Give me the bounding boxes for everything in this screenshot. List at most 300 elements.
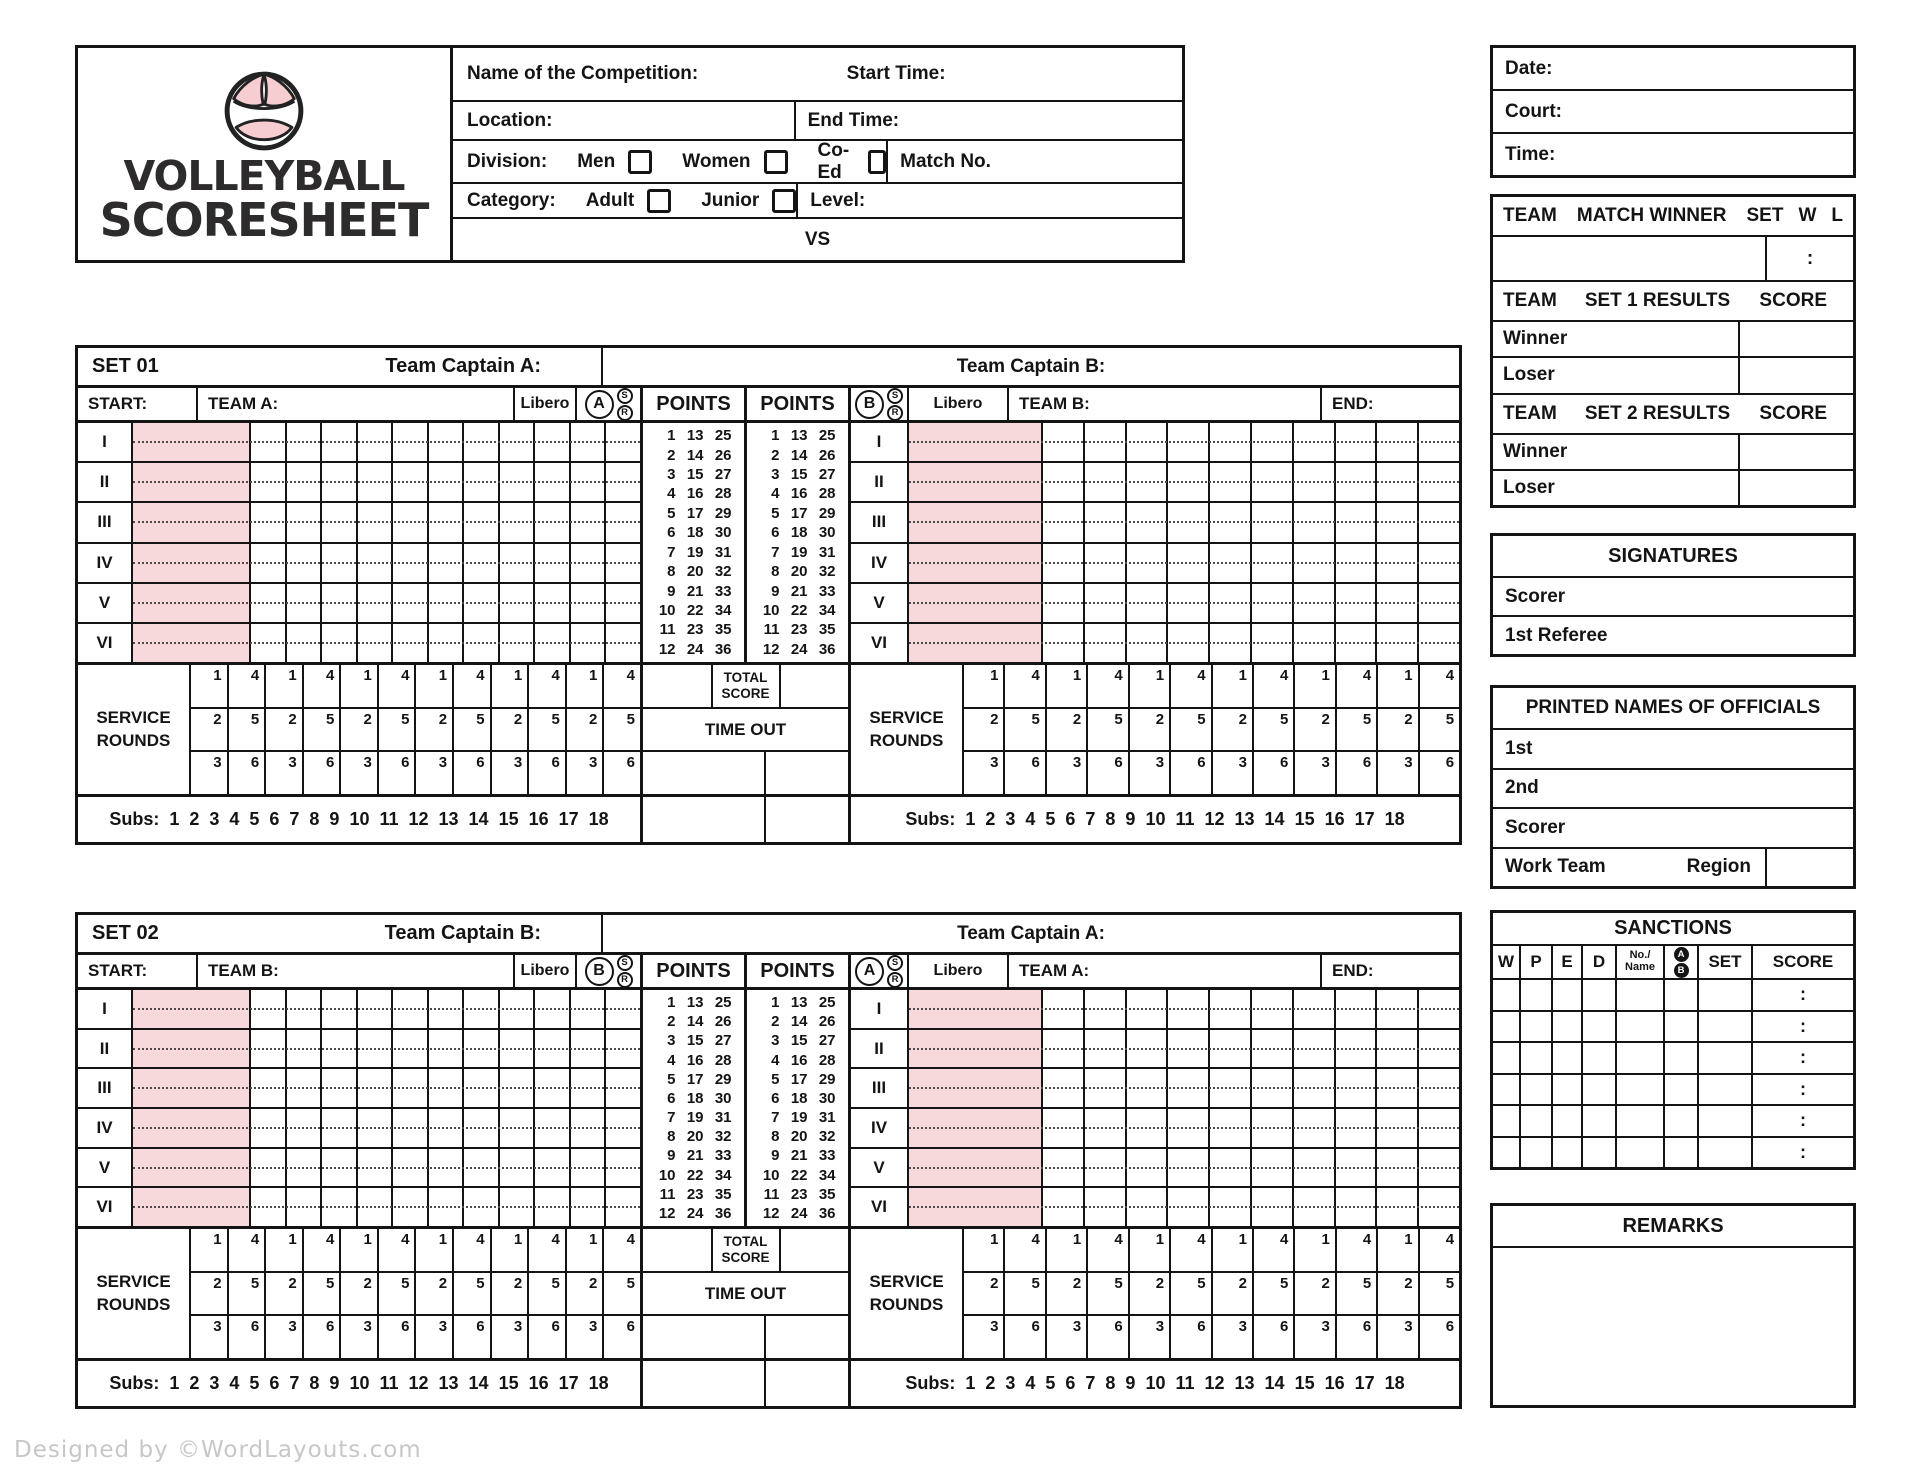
score-grid-cell[interactable] bbox=[1419, 423, 1459, 461]
score-grid-cell[interactable] bbox=[287, 1149, 323, 1187]
score-grid-cell[interactable] bbox=[535, 1069, 571, 1107]
score-grid-cell[interactable] bbox=[1127, 1069, 1169, 1107]
service-round-cell[interactable]: 2 bbox=[1295, 1273, 1336, 1315]
score-grid-cell[interactable] bbox=[393, 1069, 429, 1107]
score-grid-cell[interactable] bbox=[1336, 1149, 1378, 1187]
service-round-cell[interactable]: 5 bbox=[1005, 709, 1046, 751]
sanctions-cell[interactable] bbox=[1553, 1012, 1583, 1042]
vs-row[interactable] bbox=[453, 219, 1182, 260]
service-round-cell[interactable]: 1 bbox=[341, 665, 379, 707]
score-grid-cell[interactable] bbox=[1377, 624, 1419, 662]
service-round-cell[interactable]: 6 bbox=[626, 754, 635, 772]
service-round-cell[interactable]: 6 bbox=[1337, 1316, 1378, 1358]
service-round-cell[interactable]: 4 bbox=[379, 665, 417, 707]
service-round-cell[interactable]: 6 bbox=[1254, 752, 1295, 794]
service-round-cell[interactable]: 3 bbox=[567, 752, 605, 794]
service-round-cell[interactable]: 3 bbox=[1047, 752, 1088, 794]
service-round-cell[interactable]: 5 bbox=[304, 1273, 342, 1315]
sanctions-cell[interactable] bbox=[1521, 1043, 1553, 1073]
team-name-field[interactable]: TEAM A: bbox=[1009, 955, 1322, 987]
service-round-cell[interactable]: 5 bbox=[626, 710, 635, 728]
score-grid-cell[interactable] bbox=[251, 544, 287, 582]
player-name-cell[interactable] bbox=[909, 544, 1043, 582]
score-grid-cell[interactable] bbox=[1252, 990, 1294, 1028]
score-grid-cell[interactable] bbox=[358, 503, 394, 541]
score-grid-cell[interactable] bbox=[429, 423, 465, 461]
service-round-cell[interactable]: 5 bbox=[1337, 709, 1378, 751]
score-grid-cell[interactable] bbox=[1336, 584, 1378, 622]
score-grid-cell[interactable] bbox=[500, 1188, 536, 1226]
score-grid-cell[interactable] bbox=[1043, 990, 1085, 1028]
score-grid-cell[interactable] bbox=[1127, 584, 1169, 622]
player-name-cell[interactable] bbox=[909, 1188, 1043, 1226]
score-grid-cell[interactable] bbox=[464, 624, 500, 662]
player-name-cell[interactable] bbox=[909, 1149, 1043, 1187]
player-name-cell[interactable] bbox=[909, 1069, 1043, 1107]
score-grid-cell[interactable] bbox=[1252, 1030, 1294, 1068]
service-round-cell[interactable]: 5 bbox=[1337, 1273, 1378, 1315]
set1-loser-score-cell[interactable] bbox=[1738, 358, 1853, 392]
score-grid-cell[interactable] bbox=[1085, 423, 1127, 461]
service-round-cell[interactable]: 3 bbox=[191, 752, 229, 794]
score-grid-cell[interactable] bbox=[322, 544, 358, 582]
score-grid-cell[interactable] bbox=[500, 990, 536, 1028]
score-grid-cell[interactable] bbox=[500, 1149, 536, 1187]
score-grid-cell[interactable] bbox=[464, 544, 500, 582]
score-grid-cell[interactable] bbox=[1127, 423, 1169, 461]
player-name-cell[interactable] bbox=[133, 1188, 251, 1226]
score-grid-cell[interactable] bbox=[571, 990, 607, 1028]
score-grid-cell[interactable] bbox=[464, 1109, 500, 1147]
score-grid-cell[interactable] bbox=[1377, 423, 1419, 461]
score-grid-cell[interactable] bbox=[393, 1109, 429, 1147]
sanctions-cell[interactable]: : bbox=[1800, 1078, 1806, 1099]
score-grid-cell[interactable] bbox=[1210, 990, 1252, 1028]
score-grid-cell[interactable] bbox=[1168, 1030, 1210, 1068]
score-grid-cell[interactable] bbox=[358, 463, 394, 501]
match-score-cell[interactable] bbox=[1765, 237, 1853, 280]
service-round-cell[interactable]: 4 bbox=[454, 665, 492, 707]
score-grid-cell[interactable] bbox=[1419, 1149, 1459, 1187]
service-round-cell[interactable]: 1 bbox=[341, 1229, 379, 1271]
match-no-field[interactable] bbox=[888, 141, 1182, 182]
service-round-cell[interactable]: 5 bbox=[1005, 1273, 1046, 1315]
service-round-cell[interactable]: 6 bbox=[1005, 752, 1046, 794]
service-round-cell[interactable]: 2 bbox=[191, 1273, 229, 1315]
score-grid-cell[interactable] bbox=[1252, 463, 1294, 501]
service-round-cell[interactable]: 2 bbox=[1378, 709, 1419, 751]
score-grid-cell[interactable] bbox=[1043, 503, 1085, 541]
score-grid-cell[interactable] bbox=[1085, 990, 1127, 1028]
service-round-cell[interactable]: 1 bbox=[266, 1229, 304, 1271]
score-grid-cell[interactable] bbox=[1294, 503, 1336, 541]
score-grid-cell[interactable] bbox=[322, 1069, 358, 1107]
score-grid-cell[interactable] bbox=[393, 624, 429, 662]
service-round-cell[interactable]: 5 bbox=[529, 709, 567, 751]
score-grid-cell[interactable] bbox=[535, 1109, 571, 1147]
end-time-field[interactable] bbox=[796, 102, 1182, 139]
score-grid-cell[interactable] bbox=[358, 1149, 394, 1187]
end-label[interactable]: END: bbox=[1332, 394, 1374, 413]
service-round-cell[interactable]: 1 bbox=[964, 1229, 1005, 1271]
service-round-cell[interactable]: 4 bbox=[626, 1231, 635, 1248]
sanctions-cell[interactable] bbox=[1493, 1012, 1521, 1042]
score-grid-cell[interactable] bbox=[251, 463, 287, 501]
score-grid-cell[interactable] bbox=[251, 1149, 287, 1187]
service-round-cell[interactable]: 2 bbox=[1130, 709, 1171, 751]
score-grid-cell[interactable] bbox=[464, 1149, 500, 1187]
score-grid-cell[interactable] bbox=[535, 990, 571, 1028]
score-grid-cell[interactable] bbox=[1252, 423, 1294, 461]
service-round-cell[interactable]: 3 bbox=[567, 1316, 605, 1358]
score-grid-cell[interactable] bbox=[1294, 1149, 1336, 1187]
player-name-cell[interactable] bbox=[133, 1030, 251, 1068]
team-captain-field[interactable]: Team Captain B: bbox=[956, 355, 1106, 377]
score-grid-cell[interactable] bbox=[571, 544, 607, 582]
score-grid-cell[interactable] bbox=[251, 584, 287, 622]
blank-cell[interactable] bbox=[781, 1229, 849, 1271]
score-grid-cell[interactable] bbox=[571, 624, 607, 662]
score-grid-cell[interactable] bbox=[1043, 463, 1085, 501]
score-grid-cell[interactable] bbox=[1252, 503, 1294, 541]
service-round-cell[interactable]: 5 bbox=[229, 709, 267, 751]
service-round-cell[interactable]: 6 bbox=[1337, 752, 1378, 794]
score-grid-cell[interactable] bbox=[1377, 1109, 1419, 1147]
score-grid-cell[interactable] bbox=[571, 1030, 607, 1068]
score-grid-cell[interactable] bbox=[535, 1188, 571, 1226]
score-grid-cell[interactable] bbox=[1336, 503, 1378, 541]
service-round-cell[interactable]: 6 bbox=[1445, 754, 1455, 772]
service-round-cell[interactable]: 5 bbox=[229, 1273, 267, 1315]
score-grid-cell[interactable] bbox=[429, 1069, 465, 1107]
service-round-cell[interactable]: 5 bbox=[1088, 709, 1129, 751]
substitutions-row[interactable]: Subs: 1 2 3 4 5 6 7 8 9 10 11 12 13 14 15 16 17 18 bbox=[78, 1358, 640, 1406]
score-grid-cell[interactable] bbox=[1336, 990, 1378, 1028]
blank-cell[interactable] bbox=[643, 1229, 711, 1271]
first-official-field[interactable] bbox=[1493, 730, 1853, 770]
score-grid-cell[interactable] bbox=[1294, 1069, 1336, 1107]
score-grid-cell[interactable] bbox=[1085, 503, 1127, 541]
score-grid-cell[interactable] bbox=[1336, 1109, 1378, 1147]
score-grid-cell[interactable] bbox=[606, 584, 640, 622]
score-grid-cell[interactable] bbox=[1168, 1149, 1210, 1187]
score-grid-cell[interactable] bbox=[322, 463, 358, 501]
score-grid-cell[interactable] bbox=[606, 1069, 640, 1107]
score-grid-cell[interactable] bbox=[1377, 990, 1419, 1028]
service-round-cell[interactable]: 1 bbox=[1213, 665, 1254, 707]
service-round-cell[interactable]: 4 bbox=[626, 667, 635, 684]
score-grid-cell[interactable] bbox=[500, 1030, 536, 1068]
score-grid-cell[interactable] bbox=[1085, 544, 1127, 582]
score-grid-cell[interactable] bbox=[1419, 1188, 1459, 1226]
score-grid-cell[interactable] bbox=[1252, 1188, 1294, 1226]
sanctions-cell[interactable] bbox=[1617, 1043, 1665, 1073]
sanctions-cell[interactable] bbox=[1521, 980, 1553, 1010]
score-grid-cell[interactable] bbox=[287, 1109, 323, 1147]
score-grid-cell[interactable] bbox=[429, 990, 465, 1028]
scorer-official-field[interactable] bbox=[1493, 809, 1853, 849]
service-round-cell[interactable]: 4 bbox=[1005, 665, 1046, 707]
sanctions-cell[interactable] bbox=[1583, 1012, 1617, 1042]
score-grid-cell[interactable] bbox=[1419, 624, 1459, 662]
score-grid-cell[interactable] bbox=[1252, 1069, 1294, 1107]
service-round-cell[interactable]: 4 bbox=[1254, 1229, 1295, 1271]
service-round-cell[interactable]: 6 bbox=[1005, 1316, 1046, 1358]
score-grid-cell[interactable] bbox=[287, 544, 323, 582]
score-grid-cell[interactable] bbox=[606, 463, 640, 501]
score-grid-cell[interactable] bbox=[358, 423, 394, 461]
service-round-cell[interactable]: 1 bbox=[266, 665, 304, 707]
score-grid-cell[interactable] bbox=[464, 1030, 500, 1068]
score-grid-cell[interactable] bbox=[393, 1030, 429, 1068]
score-grid-cell[interactable] bbox=[1377, 463, 1419, 501]
player-name-cell[interactable] bbox=[133, 503, 251, 541]
service-round-cell[interactable]: 2 bbox=[416, 709, 454, 751]
score-grid-cell[interactable] bbox=[500, 1109, 536, 1147]
score-grid-cell[interactable] bbox=[287, 584, 323, 622]
score-grid-cell[interactable] bbox=[322, 1109, 358, 1147]
service-round-cell[interactable]: 1 bbox=[416, 1229, 454, 1271]
service-round-cell[interactable]: 4 bbox=[1445, 667, 1455, 684]
score-grid-cell[interactable] bbox=[251, 624, 287, 662]
score-grid-cell[interactable] bbox=[500, 544, 536, 582]
score-grid-cell[interactable] bbox=[571, 584, 607, 622]
set2-winner-score-cell[interactable] bbox=[1738, 435, 1853, 469]
score-grid-cell[interactable] bbox=[1043, 1149, 1085, 1187]
end-label[interactable]: END: bbox=[1332, 961, 1374, 980]
service-round-cell[interactable]: 6 bbox=[1088, 752, 1129, 794]
score-grid-cell[interactable] bbox=[1210, 463, 1252, 501]
service-round-cell[interactable]: 4 bbox=[379, 1229, 417, 1271]
service-round-cell[interactable]: 3 bbox=[416, 1316, 454, 1358]
score-grid-cell[interactable] bbox=[393, 503, 429, 541]
service-round-cell[interactable]: 3 bbox=[1130, 1316, 1171, 1358]
sanctions-cell[interactable] bbox=[1699, 1012, 1753, 1042]
score-grid-cell[interactable] bbox=[1419, 544, 1459, 582]
service-round-cell[interactable]: 5 bbox=[1445, 710, 1455, 728]
score-grid-cell[interactable] bbox=[1419, 1109, 1459, 1147]
service-round-cell[interactable]: 2 bbox=[567, 709, 605, 751]
sanctions-cell[interactable] bbox=[1617, 980, 1665, 1010]
player-name-cell[interactable] bbox=[133, 544, 251, 582]
score-grid-cell[interactable] bbox=[1210, 544, 1252, 582]
score-grid-cell[interactable] bbox=[1419, 463, 1459, 501]
service-round-cell[interactable]: 2 bbox=[416, 1273, 454, 1315]
sanctions-cell[interactable] bbox=[1553, 980, 1583, 1010]
timeout-cell[interactable] bbox=[766, 1316, 848, 1358]
region-field[interactable] bbox=[1765, 849, 1853, 887]
score-grid-cell[interactable] bbox=[251, 990, 287, 1028]
sanctions-cell[interactable] bbox=[1553, 1138, 1583, 1168]
score-grid-cell[interactable] bbox=[571, 1109, 607, 1147]
score-grid-cell[interactable] bbox=[606, 1109, 640, 1147]
sanctions-cell[interactable] bbox=[1665, 1106, 1699, 1136]
score-grid-cell[interactable] bbox=[535, 503, 571, 541]
score-grid-cell[interactable] bbox=[393, 463, 429, 501]
score-grid-cell[interactable] bbox=[287, 503, 323, 541]
service-round-cell[interactable]: 2 bbox=[964, 1273, 1005, 1315]
service-round-cell[interactable]: 6 bbox=[1171, 1316, 1212, 1358]
service-round-cell[interactable]: 5 bbox=[1088, 1273, 1129, 1315]
service-round-cell[interactable]: 5 bbox=[454, 1273, 492, 1315]
score-grid-cell[interactable] bbox=[1127, 1149, 1169, 1187]
sanctions-cell[interactable] bbox=[1553, 1106, 1583, 1136]
score-grid-cell[interactable] bbox=[251, 503, 287, 541]
service-round-cell[interactable]: 6 bbox=[1254, 1316, 1295, 1358]
score-grid-cell[interactable] bbox=[322, 990, 358, 1028]
score-grid-cell[interactable] bbox=[1294, 584, 1336, 622]
sanctions-cell[interactable]: : bbox=[1800, 1110, 1806, 1131]
timeout-cell[interactable] bbox=[766, 1361, 848, 1406]
score-grid-cell[interactable] bbox=[1168, 423, 1210, 461]
score-grid-cell[interactable] bbox=[464, 463, 500, 501]
score-grid-cell[interactable] bbox=[1127, 1030, 1169, 1068]
score-grid-cell[interactable] bbox=[606, 423, 640, 461]
service-round-cell[interactable]: 6 bbox=[304, 752, 342, 794]
score-grid-cell[interactable] bbox=[1419, 503, 1459, 541]
score-grid-cell[interactable] bbox=[571, 1188, 607, 1226]
score-grid-cell[interactable] bbox=[535, 1030, 571, 1068]
timeout-cell[interactable] bbox=[643, 1316, 766, 1358]
remarks-field[interactable] bbox=[1493, 1248, 1853, 1405]
timeout-cell[interactable] bbox=[643, 797, 766, 842]
service-round-cell[interactable]: 4 bbox=[529, 1229, 567, 1271]
score-grid-cell[interactable] bbox=[464, 503, 500, 541]
sanctions-cell[interactable]: : bbox=[1800, 1015, 1806, 1036]
score-grid-cell[interactable] bbox=[1294, 990, 1336, 1028]
score-grid-cell[interactable] bbox=[1085, 584, 1127, 622]
score-grid-cell[interactable] bbox=[606, 1188, 640, 1226]
score-grid-cell[interactable] bbox=[1085, 1188, 1127, 1226]
sanctions-cell[interactable] bbox=[1617, 1138, 1665, 1168]
score-grid-cell[interactable] bbox=[1085, 1030, 1127, 1068]
division-men-checkbox[interactable] bbox=[628, 150, 652, 174]
start-label[interactable]: START: bbox=[78, 955, 198, 987]
service-round-cell[interactable]: 3 bbox=[1047, 1316, 1088, 1358]
service-round-cell[interactable]: 2 bbox=[1378, 1273, 1419, 1315]
score-grid-cell[interactable] bbox=[500, 624, 536, 662]
scorer-signature-field[interactable] bbox=[1493, 578, 1853, 617]
points-column[interactable] bbox=[643, 423, 747, 662]
score-grid-cell[interactable] bbox=[1336, 423, 1378, 461]
substitutions-row[interactable]: Subs: 1 2 3 4 5 6 7 8 9 10 11 12 13 14 15 16 17 18 bbox=[851, 794, 1459, 842]
service-round-cell[interactable]: 6 bbox=[529, 1316, 567, 1358]
service-round-cell[interactable]: 2 bbox=[1130, 1273, 1171, 1315]
division-coed-checkbox[interactable] bbox=[868, 150, 886, 174]
timeout-cell[interactable] bbox=[643, 752, 766, 794]
score-grid-cell[interactable] bbox=[1377, 584, 1419, 622]
player-name-cell[interactable] bbox=[909, 624, 1043, 662]
score-grid-cell[interactable] bbox=[322, 1030, 358, 1068]
service-round-cell[interactable]: 1 bbox=[567, 665, 605, 707]
service-round-cell[interactable]: 3 bbox=[1295, 752, 1336, 794]
score-grid-cell[interactable] bbox=[251, 1069, 287, 1107]
score-grid-cell[interactable] bbox=[571, 423, 607, 461]
start-label[interactable]: START: bbox=[78, 388, 198, 420]
service-round-cell[interactable]: 5 bbox=[1445, 1274, 1455, 1292]
score-grid-cell[interactable] bbox=[1336, 1030, 1378, 1068]
score-grid-cell[interactable] bbox=[1210, 624, 1252, 662]
service-round-cell[interactable]: 3 bbox=[341, 752, 379, 794]
score-grid-cell[interactable] bbox=[1294, 544, 1336, 582]
player-name-cell[interactable] bbox=[909, 1109, 1043, 1147]
score-grid-cell[interactable] bbox=[358, 1030, 394, 1068]
score-grid-cell[interactable] bbox=[1377, 503, 1419, 541]
score-grid-cell[interactable] bbox=[429, 503, 465, 541]
sanctions-cell[interactable] bbox=[1699, 1043, 1753, 1073]
service-round-cell[interactable]: 4 bbox=[1005, 1229, 1046, 1271]
score-grid-cell[interactable] bbox=[358, 584, 394, 622]
score-grid-cell[interactable] bbox=[1210, 1188, 1252, 1226]
sanctions-cell[interactable]: : bbox=[1800, 1141, 1806, 1162]
team-name-field[interactable]: TEAM B: bbox=[1009, 388, 1322, 420]
sanctions-cell[interactable] bbox=[1583, 1138, 1617, 1168]
player-name-cell[interactable] bbox=[909, 503, 1043, 541]
score-grid-cell[interactable] bbox=[535, 544, 571, 582]
score-grid-cell[interactable] bbox=[535, 423, 571, 461]
player-name-cell[interactable] bbox=[133, 1069, 251, 1107]
score-grid-cell[interactable] bbox=[1127, 463, 1169, 501]
score-grid-cell[interactable] bbox=[1085, 1109, 1127, 1147]
score-grid-cell[interactable] bbox=[1127, 544, 1169, 582]
service-round-cell[interactable]: 3 bbox=[1213, 1316, 1254, 1358]
service-round-cell[interactable]: 6 bbox=[1171, 752, 1212, 794]
score-grid-cell[interactable] bbox=[1336, 463, 1378, 501]
sanctions-cell[interactable] bbox=[1665, 1043, 1699, 1073]
score-grid-cell[interactable] bbox=[571, 1149, 607, 1187]
score-grid-cell[interactable] bbox=[287, 1069, 323, 1107]
sanctions-cell[interactable] bbox=[1521, 1106, 1553, 1136]
score-grid-cell[interactable] bbox=[1210, 1069, 1252, 1107]
score-grid-cell[interactable] bbox=[1168, 1109, 1210, 1147]
service-round-cell[interactable]: 1 bbox=[1295, 1229, 1336, 1271]
player-name-cell[interactable] bbox=[133, 584, 251, 622]
team-name-field[interactable]: TEAM B: bbox=[198, 955, 515, 987]
player-name-cell[interactable] bbox=[909, 423, 1043, 461]
score-grid-cell[interactable] bbox=[606, 1030, 640, 1068]
team-captain-field[interactable]: Team Captain B: bbox=[384, 922, 541, 944]
service-round-cell[interactable]: 5 bbox=[379, 709, 417, 751]
score-grid-cell[interactable] bbox=[393, 423, 429, 461]
score-grid-cell[interactable] bbox=[287, 1188, 323, 1226]
score-grid-cell[interactable] bbox=[429, 1109, 465, 1147]
service-round-cell[interactable]: 3 bbox=[416, 752, 454, 794]
score-grid-cell[interactable] bbox=[1043, 544, 1085, 582]
score-grid-cell[interactable] bbox=[535, 1149, 571, 1187]
score-grid-cell[interactable] bbox=[1085, 463, 1127, 501]
score-grid-cell[interactable] bbox=[1127, 1188, 1169, 1226]
score-grid-cell[interactable] bbox=[1168, 503, 1210, 541]
service-round-cell[interactable]: 1 bbox=[1213, 1229, 1254, 1271]
sanctions-cell[interactable] bbox=[1665, 1138, 1699, 1168]
service-round-cell[interactable]: 4 bbox=[529, 665, 567, 707]
service-round-cell[interactable]: 3 bbox=[964, 752, 1005, 794]
score-grid-cell[interactable] bbox=[429, 624, 465, 662]
service-round-cell[interactable]: 4 bbox=[1337, 665, 1378, 707]
score-grid-cell[interactable] bbox=[322, 423, 358, 461]
score-grid-cell[interactable] bbox=[1336, 624, 1378, 662]
service-round-cell[interactable]: 5 bbox=[626, 1274, 635, 1292]
sanctions-cell[interactable] bbox=[1583, 980, 1617, 1010]
score-grid-cell[interactable] bbox=[429, 1188, 465, 1226]
sanctions-cell[interactable] bbox=[1665, 980, 1699, 1010]
score-grid-cell[interactable] bbox=[287, 463, 323, 501]
score-grid-cell[interactable] bbox=[1127, 1109, 1169, 1147]
score-grid-cell[interactable] bbox=[393, 584, 429, 622]
service-round-cell[interactable]: 6 bbox=[454, 752, 492, 794]
score-grid-cell[interactable] bbox=[606, 503, 640, 541]
service-round-cell[interactable]: 4 bbox=[1254, 665, 1295, 707]
